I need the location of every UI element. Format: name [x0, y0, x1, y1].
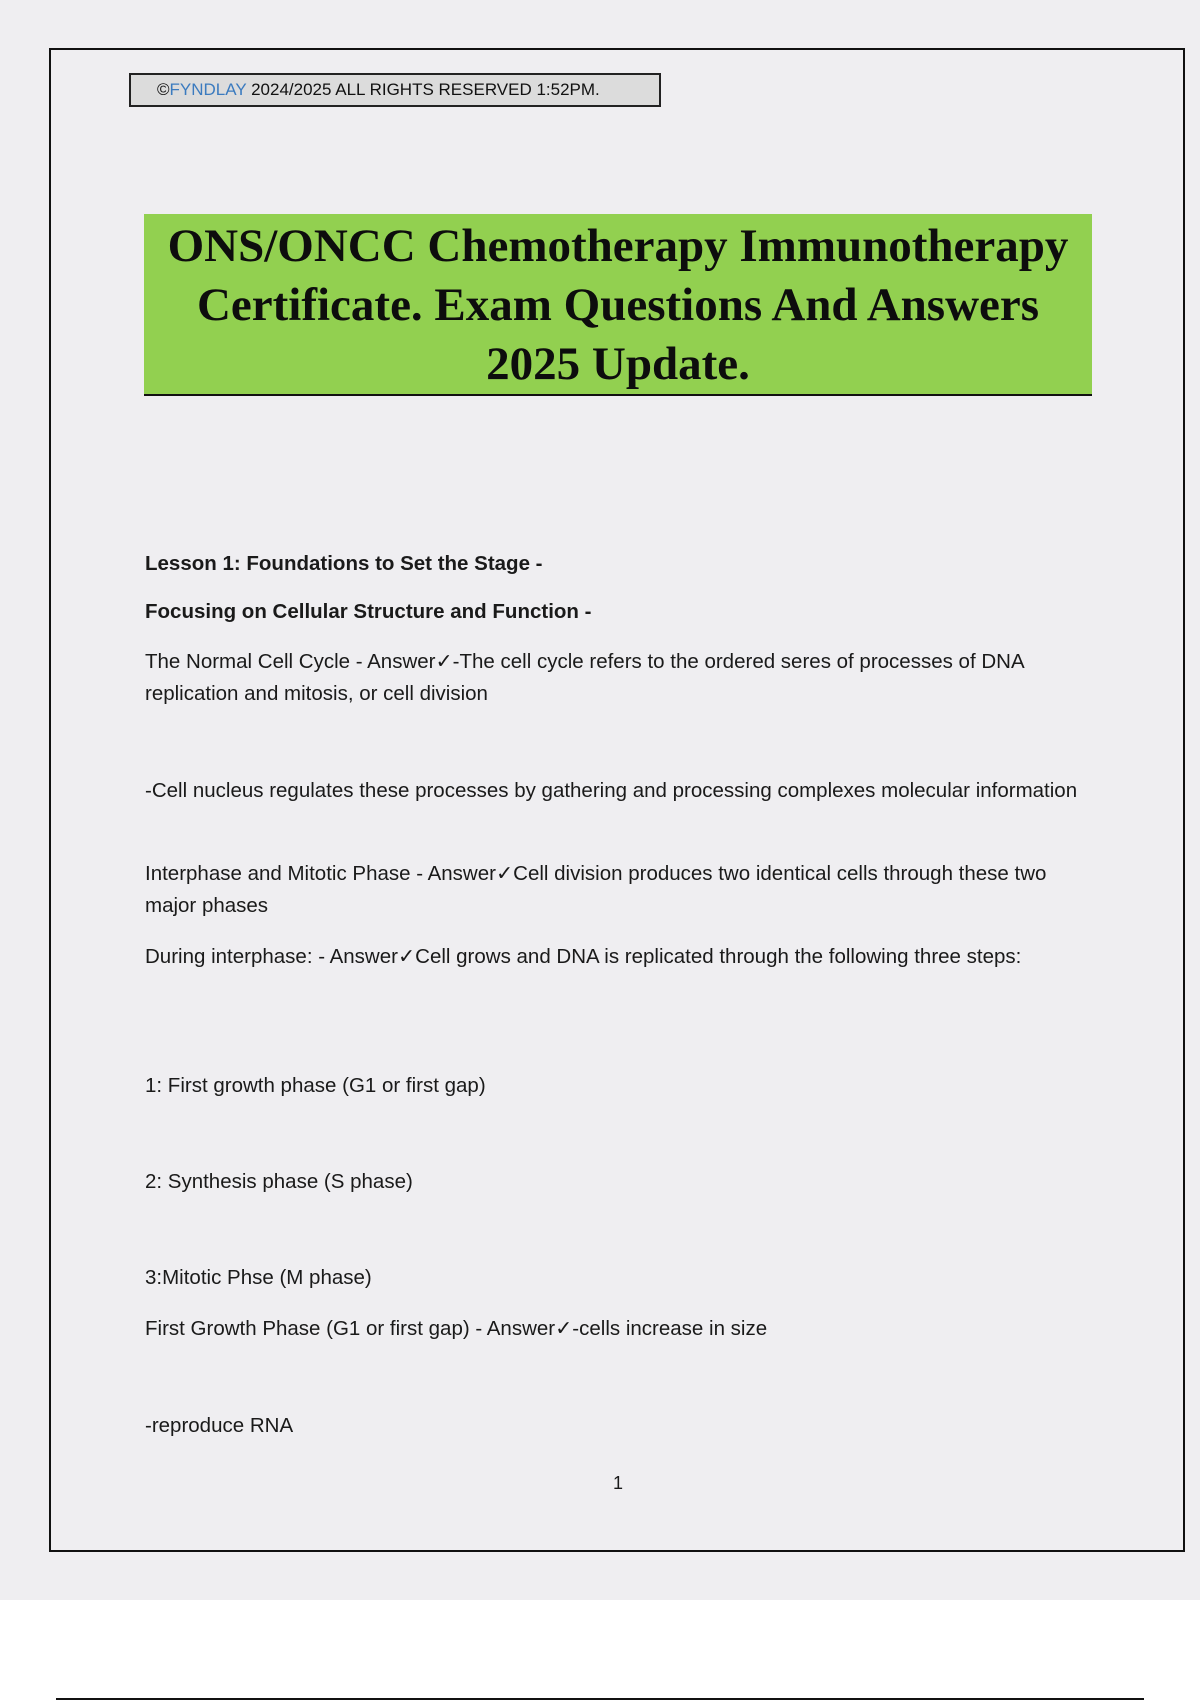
list-item-step-3: 3:Mitotic Phse (M phase)	[145, 1266, 372, 1289]
paragraph-reproduce-rna: -reproduce RNA	[145, 1414, 294, 1437]
document-title	[144, 214, 1092, 396]
paragraph-cell-cycle: The Normal Cell Cycle - Answer✓-The cell cycle refers to the ordered seres of processes of DNA replication and mitosis, or cell division	[145, 650, 1030, 705]
brand-name: FYNDLAY	[169, 80, 247, 99]
list-item-step-2: 2: Synthesis phase (S phase)	[145, 1170, 413, 1193]
lesson-heading: Lesson 1: Foundations to Set the Stage -	[145, 552, 543, 575]
title-line-3: 2025 Update.	[486, 338, 750, 390]
paragraph-first-growth-phase: First Growth Phase (G1 or first gap) - Answer✓-cells increase in size	[145, 1317, 768, 1340]
focus-heading: Focusing on Cellular Structure and Function -	[145, 600, 592, 623]
copyright-header	[129, 73, 661, 107]
paragraph-interphase: Interphase and Mitotic Phase - Answer✓Cell division produces two identical cells through these two major phases	[145, 862, 1053, 917]
list-item-step-1: 1: First growth phase (G1 or first gap)	[145, 1074, 486, 1097]
rights-text: 2024/2025 ALL RIGHTS RESERVED 1:52PM.	[246, 80, 600, 99]
page-number: 1	[612, 1473, 623, 1493]
copyright-symbol: ©	[157, 80, 170, 99]
paragraph-during-interphase: During interphase: - Answer✓Cell grows and DNA is replicated through the following three steps:	[145, 945, 1022, 968]
title-line-1: ONS/ONCC Chemotherapy Immunotherapy	[167, 220, 1069, 272]
title-line-2: Certificate. Exam Questions And Answers	[196, 279, 1040, 331]
paragraph-nucleus: -Cell nucleus regulates these processes by gathering and processing complexes molecular information	[145, 779, 1078, 802]
